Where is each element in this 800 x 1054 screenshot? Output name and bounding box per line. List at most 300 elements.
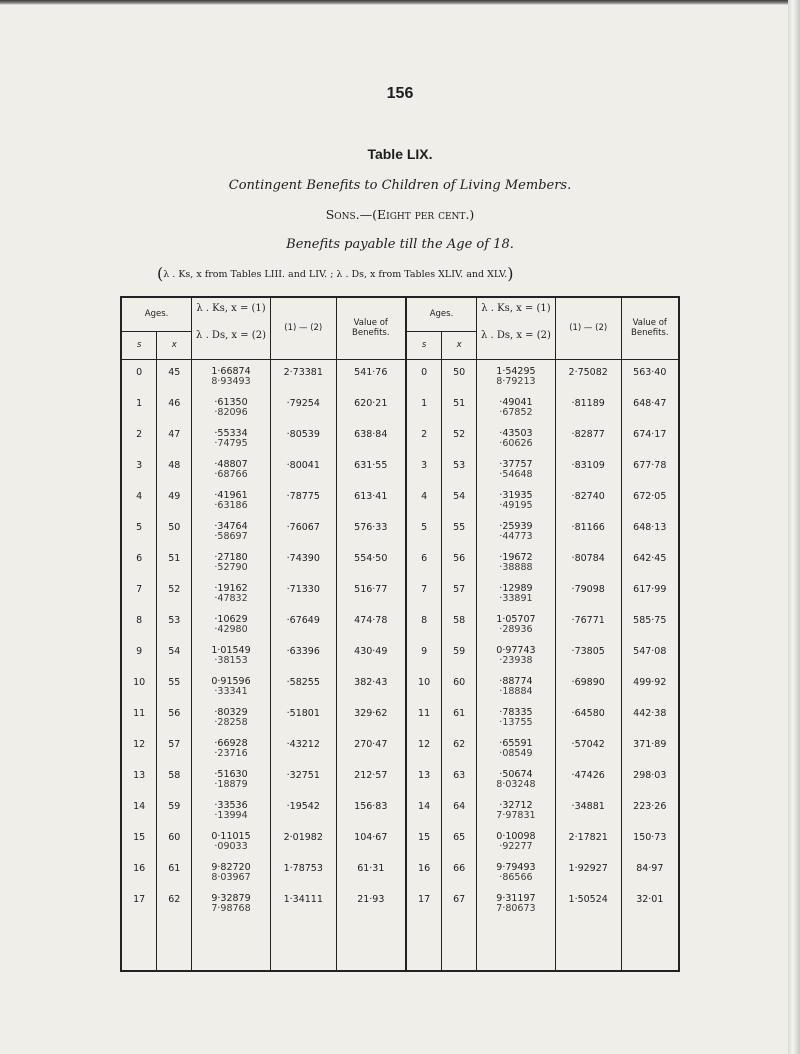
cell-diff: 1·92927 (555, 856, 621, 887)
d-formula-left: λ . Ds, x = (2) (196, 330, 266, 341)
cell-k-value: ·61350 (214, 396, 248, 408)
cell-d-value: ·54648 (499, 468, 533, 480)
cell-d-value: ·38153 (214, 654, 248, 666)
header-ages-left: Ages. (121, 297, 192, 331)
cell-value: 150·73 (621, 825, 679, 856)
cell-k-d (192, 453, 271, 484)
cell-s: 12 (121, 732, 157, 763)
cell-value: 499·92 (621, 670, 679, 701)
cell-value: 585·75 (621, 608, 679, 639)
cell-d-value: 7·97831 (496, 809, 536, 821)
cell-k-d (192, 515, 271, 546)
k-formula-right: λ . Ks, x = (1) (481, 303, 551, 314)
header-value-left: Value of Benefits. (336, 297, 406, 359)
cell-s: 0 (121, 359, 157, 391)
cell-x: 65 (442, 825, 477, 856)
d-formula-right: λ . Ds, x = (2) (480, 330, 551, 341)
cell-d-value: ·18884 (499, 685, 533, 697)
cell-x: 57 (442, 577, 477, 608)
cell-x: 50 (157, 515, 192, 546)
cell-k-d (192, 422, 271, 453)
cell-k-d (477, 577, 556, 608)
cell-d-value: ·60626 (499, 437, 533, 449)
cell-x: 55 (442, 515, 477, 546)
cell-x: 60 (442, 670, 477, 701)
cell-d-value: ·23938 (499, 654, 533, 666)
cell-diff: ·83109 (555, 453, 621, 484)
cell-s: 11 (121, 701, 157, 732)
cell-k-value: 9·31197 (496, 892, 536, 904)
source-note (157, 264, 677, 283)
header-d-formula-right (477, 331, 556, 359)
cell-d-value: ·74795 (214, 437, 248, 449)
cell-s: 16 (406, 856, 442, 887)
page-number: 156 (386, 85, 414, 102)
cell-k-d (192, 763, 271, 794)
cell-x: 46 (157, 391, 192, 422)
table-row (121, 391, 679, 422)
cell-s: 5 (406, 515, 442, 546)
table-body (121, 359, 679, 971)
cell-s: 13 (406, 763, 442, 794)
table-row (121, 763, 679, 794)
cell-k-d (477, 453, 556, 484)
cell-k-value: ·19162 (214, 582, 248, 594)
cell-k-value: 9·32879 (211, 892, 251, 904)
note-open-paren: ( (157, 264, 164, 283)
cell-k-value: ·55334 (214, 427, 248, 439)
k-formula-left: λ . Ks, x = (1) (196, 303, 266, 314)
cell-diff: ·80041 (270, 453, 336, 484)
cell-value: 516·77 (336, 577, 406, 608)
cell-k-value: ·12989 (499, 582, 533, 594)
table-row (121, 732, 679, 763)
cell-diff: ·80784 (555, 546, 621, 577)
cell-x: 62 (442, 732, 477, 763)
cell-k-d (192, 670, 271, 701)
cell-k-value: ·10629 (214, 613, 248, 625)
cell-k-d (477, 763, 556, 794)
cell-s: 12 (406, 732, 442, 763)
cell-s: 4 (406, 484, 442, 515)
cell-k-value: ·41961 (214, 489, 248, 501)
cell-d-value: ·13994 (214, 809, 248, 821)
cell-s: 15 (406, 825, 442, 856)
cell-value: 638·84 (336, 422, 406, 453)
cell-value: 371·89 (621, 732, 679, 763)
header-diff-right: (1) — (2) (555, 297, 621, 359)
note-text: λ . Ks, x from Tables LIII. and LIV. ; λ . Ds, x from Tables XLIV. and XLV. (163, 269, 508, 280)
cell-value: 156·83 (336, 794, 406, 825)
cell-diff: ·58255 (270, 670, 336, 701)
cell-s: 14 (406, 794, 442, 825)
cell-k-d (192, 825, 271, 856)
cell-d-value: ·67852 (499, 406, 533, 418)
cell-k-value: ·25939 (499, 520, 533, 532)
cell-d-value: 8·03248 (496, 778, 536, 790)
cell-k-d (477, 484, 556, 515)
cell-diff: ·32751 (270, 763, 336, 794)
table-row (121, 608, 679, 639)
cell-s: 10 (121, 670, 157, 701)
cell-k-d (477, 732, 556, 763)
cell-k-value: ·48807 (214, 458, 248, 470)
cell-s: 6 (121, 546, 157, 577)
cell-k-value: ·88774 (499, 675, 533, 687)
cell-k-d (192, 701, 271, 732)
cell-x: 67 (442, 887, 477, 971)
cell-diff: ·57042 (555, 732, 621, 763)
header-x-left (157, 331, 192, 359)
header-s-right (406, 331, 442, 359)
cell-x: 50 (442, 359, 477, 391)
cell-d-value: ·33341 (214, 685, 248, 697)
cell-k-value: ·65591 (499, 737, 533, 749)
cell-s: 5 (121, 515, 157, 546)
cell-k-d (192, 359, 271, 391)
cell-value: 212·57 (336, 763, 406, 794)
table-row (121, 856, 679, 887)
subtitle-sons-rate: Sons.—(Eight per cent.) (325, 207, 475, 222)
cell-s: 16 (121, 856, 157, 887)
cell-value: 270·47 (336, 732, 406, 763)
cell-k-value: ·27180 (214, 551, 248, 563)
header-value-right: Value of Benefits. (621, 297, 679, 359)
cell-k-value: ·31935 (499, 489, 533, 501)
cell-x: 63 (442, 763, 477, 794)
cell-k-d (477, 546, 556, 577)
cell-diff: ·47426 (555, 763, 621, 794)
cell-x: 60 (157, 825, 192, 856)
cell-s: 2 (121, 422, 157, 453)
cell-d-value: ·68766 (214, 468, 248, 480)
cell-k-d (477, 670, 556, 701)
cell-k-value: ·33536 (214, 799, 248, 811)
cell-k-d (192, 887, 271, 971)
page-top-edge (0, 0, 800, 5)
cell-value: 329·62 (336, 701, 406, 732)
cell-x: 56 (157, 701, 192, 732)
cell-x: 53 (157, 608, 192, 639)
cell-value: 541·76 (336, 359, 406, 391)
table-row (121, 670, 679, 701)
cell-value: 648·47 (621, 391, 679, 422)
header-ages-right: Ages. (406, 297, 477, 331)
cell-diff: ·79098 (555, 577, 621, 608)
cell-diff: ·81189 (555, 391, 621, 422)
cell-x: 47 (157, 422, 192, 453)
cell-diff: ·81166 (555, 515, 621, 546)
cell-s: 13 (121, 763, 157, 794)
cell-x: 58 (442, 608, 477, 639)
table-row (121, 359, 679, 391)
cell-s: 2 (406, 422, 442, 453)
cell-value: 613·41 (336, 484, 406, 515)
cell-s: 17 (406, 887, 442, 971)
cell-k-value: 0·91596 (211, 675, 251, 687)
table-title: Table LIX. (367, 146, 433, 162)
cell-s: 4 (121, 484, 157, 515)
cell-s: 9 (121, 639, 157, 670)
cell-d-value: ·38888 (499, 561, 533, 573)
cell-value: 104·67 (336, 825, 406, 856)
cell-diff: ·69890 (555, 670, 621, 701)
cell-d-value: ·42980 (214, 623, 248, 635)
col-x-left: x (171, 340, 177, 350)
cell-x: 54 (157, 639, 192, 670)
cell-s: 7 (121, 577, 157, 608)
cell-k-d (192, 794, 271, 825)
cell-x: 49 (157, 484, 192, 515)
cell-k-value: ·51630 (214, 768, 248, 780)
cell-k-d (477, 701, 556, 732)
cell-x: 62 (157, 887, 192, 971)
cell-value: 223·26 (621, 794, 679, 825)
cell-k-d (477, 422, 556, 453)
cell-k-d (192, 577, 271, 608)
cell-d-value: ·86566 (499, 871, 533, 883)
cell-d-value: ·28936 (499, 623, 533, 635)
subtitle-contingent-benefits: Contingent Benefits to Children of Living Members. (228, 178, 572, 193)
cell-diff: ·34881 (555, 794, 621, 825)
cell-k-value: 0·11015 (211, 830, 251, 842)
cell-x: 64 (442, 794, 477, 825)
cell-s: 8 (406, 608, 442, 639)
cell-k-d (192, 484, 271, 515)
cell-d-value: ·33891 (499, 592, 533, 604)
cell-k-d (192, 639, 271, 670)
table-row (121, 546, 679, 577)
cell-s: 8 (121, 608, 157, 639)
cell-x: 56 (442, 546, 477, 577)
cell-diff: ·19542 (270, 794, 336, 825)
cell-s: 1 (121, 391, 157, 422)
cell-s: 9 (406, 639, 442, 670)
cell-k-d (477, 391, 556, 422)
cell-d-value: 8·03967 (211, 871, 251, 883)
cell-diff: 2·73381 (270, 359, 336, 391)
cell-d-value: ·58697 (214, 530, 248, 542)
cell-s: 1 (406, 391, 442, 422)
cell-x: 53 (442, 453, 477, 484)
cell-s: 15 (121, 825, 157, 856)
header-k-formula-left (192, 297, 271, 331)
cell-x: 66 (442, 856, 477, 887)
cell-k-value: 1·05707 (496, 613, 536, 625)
benefits-table (120, 296, 680, 972)
cell-s: 11 (406, 701, 442, 732)
cell-d-value: ·49195 (499, 499, 533, 511)
cell-diff: ·82877 (555, 422, 621, 453)
cell-k-d (477, 639, 556, 670)
cell-diff: ·76771 (555, 608, 621, 639)
cell-diff: ·51801 (270, 701, 336, 732)
cell-d-value: ·13755 (499, 716, 533, 728)
cell-value: 84·97 (621, 856, 679, 887)
cell-k-value: 0·97743 (496, 644, 536, 656)
cell-diff: 2·75082 (555, 359, 621, 391)
cell-x: 59 (157, 794, 192, 825)
cell-diff: ·76067 (270, 515, 336, 546)
cell-s: 10 (406, 670, 442, 701)
cell-diff: ·80539 (270, 422, 336, 453)
cell-k-value: 1·54295 (496, 365, 536, 377)
cell-diff: ·64580 (555, 701, 621, 732)
cell-k-value: 0·10098 (496, 830, 536, 842)
cell-k-value: ·37757 (499, 458, 533, 470)
cell-x: 61 (442, 701, 477, 732)
cell-k-d (477, 887, 556, 971)
cell-d-value: ·28258 (214, 716, 248, 728)
cell-x: 51 (442, 391, 477, 422)
cell-value: 298·03 (621, 763, 679, 794)
header-k-formula-right (477, 297, 556, 331)
table-row (121, 422, 679, 453)
cell-k-d (477, 359, 556, 391)
cell-d-value: ·82096 (214, 406, 248, 418)
cell-k-d (192, 732, 271, 763)
cell-d-value: 7·98768 (211, 902, 251, 914)
cell-k-value: ·34764 (214, 520, 248, 532)
cell-diff: ·71330 (270, 577, 336, 608)
col-s-left: s (136, 340, 142, 350)
cell-value: 430·49 (336, 639, 406, 670)
subtitle-benefits-age: Benefits payable till the Age of 18. (286, 237, 514, 252)
cell-d-value: ·09033 (214, 840, 248, 852)
cell-x: 61 (157, 856, 192, 887)
cell-x: 59 (442, 639, 477, 670)
cell-value: 32·01 (621, 887, 679, 971)
cell-k-d (192, 546, 271, 577)
cell-value: 617·99 (621, 577, 679, 608)
cell-s: 17 (121, 887, 157, 971)
cell-value: 61·31 (336, 856, 406, 887)
cell-diff: ·82740 (555, 484, 621, 515)
cell-diff: ·67649 (270, 608, 336, 639)
col-x-right: x (456, 340, 462, 350)
table-row (121, 701, 679, 732)
cell-k-value: ·50674 (499, 768, 533, 780)
cell-k-d (477, 794, 556, 825)
cell-value: 677·78 (621, 453, 679, 484)
cell-value: 631·55 (336, 453, 406, 484)
table-row (121, 484, 679, 515)
table-row (121, 825, 679, 856)
header-diff-left: (1) — (2) (270, 297, 336, 359)
cell-d-value: ·52790 (214, 561, 248, 573)
cell-value: 442·38 (621, 701, 679, 732)
cell-k-value: 1·01549 (211, 644, 251, 656)
cell-x: 57 (157, 732, 192, 763)
note-close-paren: ) (507, 264, 514, 283)
cell-x: 51 (157, 546, 192, 577)
cell-d-value: 8·93493 (211, 375, 251, 387)
cell-value: 21·93 (336, 887, 406, 971)
cell-diff: ·74390 (270, 546, 336, 577)
cell-diff: ·63396 (270, 639, 336, 670)
cell-k-value: ·43503 (499, 427, 533, 439)
cell-k-d (192, 391, 271, 422)
cell-k-value: 9·79493 (496, 861, 536, 873)
cell-x: 48 (157, 453, 192, 484)
cell-value: 576·33 (336, 515, 406, 546)
cell-d-value: 7·80673 (496, 902, 536, 914)
cell-d-value: ·23716 (214, 747, 248, 759)
table-row (121, 887, 679, 971)
cell-value: 382·43 (336, 670, 406, 701)
cell-s: 7 (406, 577, 442, 608)
cell-d-value: 8·79213 (496, 375, 536, 387)
cell-d-value: ·08549 (499, 747, 533, 759)
cell-value: 563·40 (621, 359, 679, 391)
cell-value: 620·21 (336, 391, 406, 422)
cell-diff: 2·01982 (270, 825, 336, 856)
cell-s: 0 (406, 359, 442, 391)
cell-value: 672·05 (621, 484, 679, 515)
cell-d-value: ·92277 (499, 840, 533, 852)
cell-value: 554·50 (336, 546, 406, 577)
cell-diff: ·73805 (555, 639, 621, 670)
cell-k-value: ·80329 (214, 706, 248, 718)
cell-diff: ·43212 (270, 732, 336, 763)
header-x-right (442, 331, 477, 359)
table-row (121, 577, 679, 608)
cell-d-value: ·44773 (499, 530, 533, 542)
cell-s: 6 (406, 546, 442, 577)
cell-value: 547·08 (621, 639, 679, 670)
table-row (121, 639, 679, 670)
cell-k-value: ·32712 (499, 799, 533, 811)
cell-d-value: ·47832 (214, 592, 248, 604)
cell-diff: 1·50524 (555, 887, 621, 971)
cell-x: 52 (157, 577, 192, 608)
cell-value: 648·13 (621, 515, 679, 546)
cell-k-value: ·19672 (499, 551, 533, 563)
table-row (121, 453, 679, 484)
cell-diff: ·79254 (270, 391, 336, 422)
header-d-formula-left (192, 331, 271, 359)
cell-diff: 1·78753 (270, 856, 336, 887)
cell-value: 674·17 (621, 422, 679, 453)
cell-k-value: 9·82720 (211, 861, 251, 873)
cell-value: 474·78 (336, 608, 406, 639)
cell-x: 55 (157, 670, 192, 701)
cell-k-d (477, 608, 556, 639)
cell-k-d (477, 825, 556, 856)
cell-k-value: ·49041 (499, 396, 533, 408)
cell-x: 45 (157, 359, 192, 391)
cell-k-value: ·78335 (499, 706, 533, 718)
cell-x: 54 (442, 484, 477, 515)
cell-diff: 1·34111 (270, 887, 336, 971)
cell-k-value: 1·66874 (211, 365, 251, 377)
cell-s: 3 (121, 453, 157, 484)
cell-k-d (192, 856, 271, 887)
cell-k-value: ·66928 (214, 737, 248, 749)
cell-k-d (192, 608, 271, 639)
cell-k-d (477, 856, 556, 887)
col-s-right: s (421, 340, 427, 350)
cell-s: 14 (121, 794, 157, 825)
cell-diff: 2·17821 (555, 825, 621, 856)
cell-value: 642·45 (621, 546, 679, 577)
cell-k-d (477, 515, 556, 546)
header-s-left (121, 331, 157, 359)
cell-d-value: ·18879 (214, 778, 248, 790)
cell-diff: ·78775 (270, 484, 336, 515)
table-row (121, 515, 679, 546)
cell-x: 52 (442, 422, 477, 453)
